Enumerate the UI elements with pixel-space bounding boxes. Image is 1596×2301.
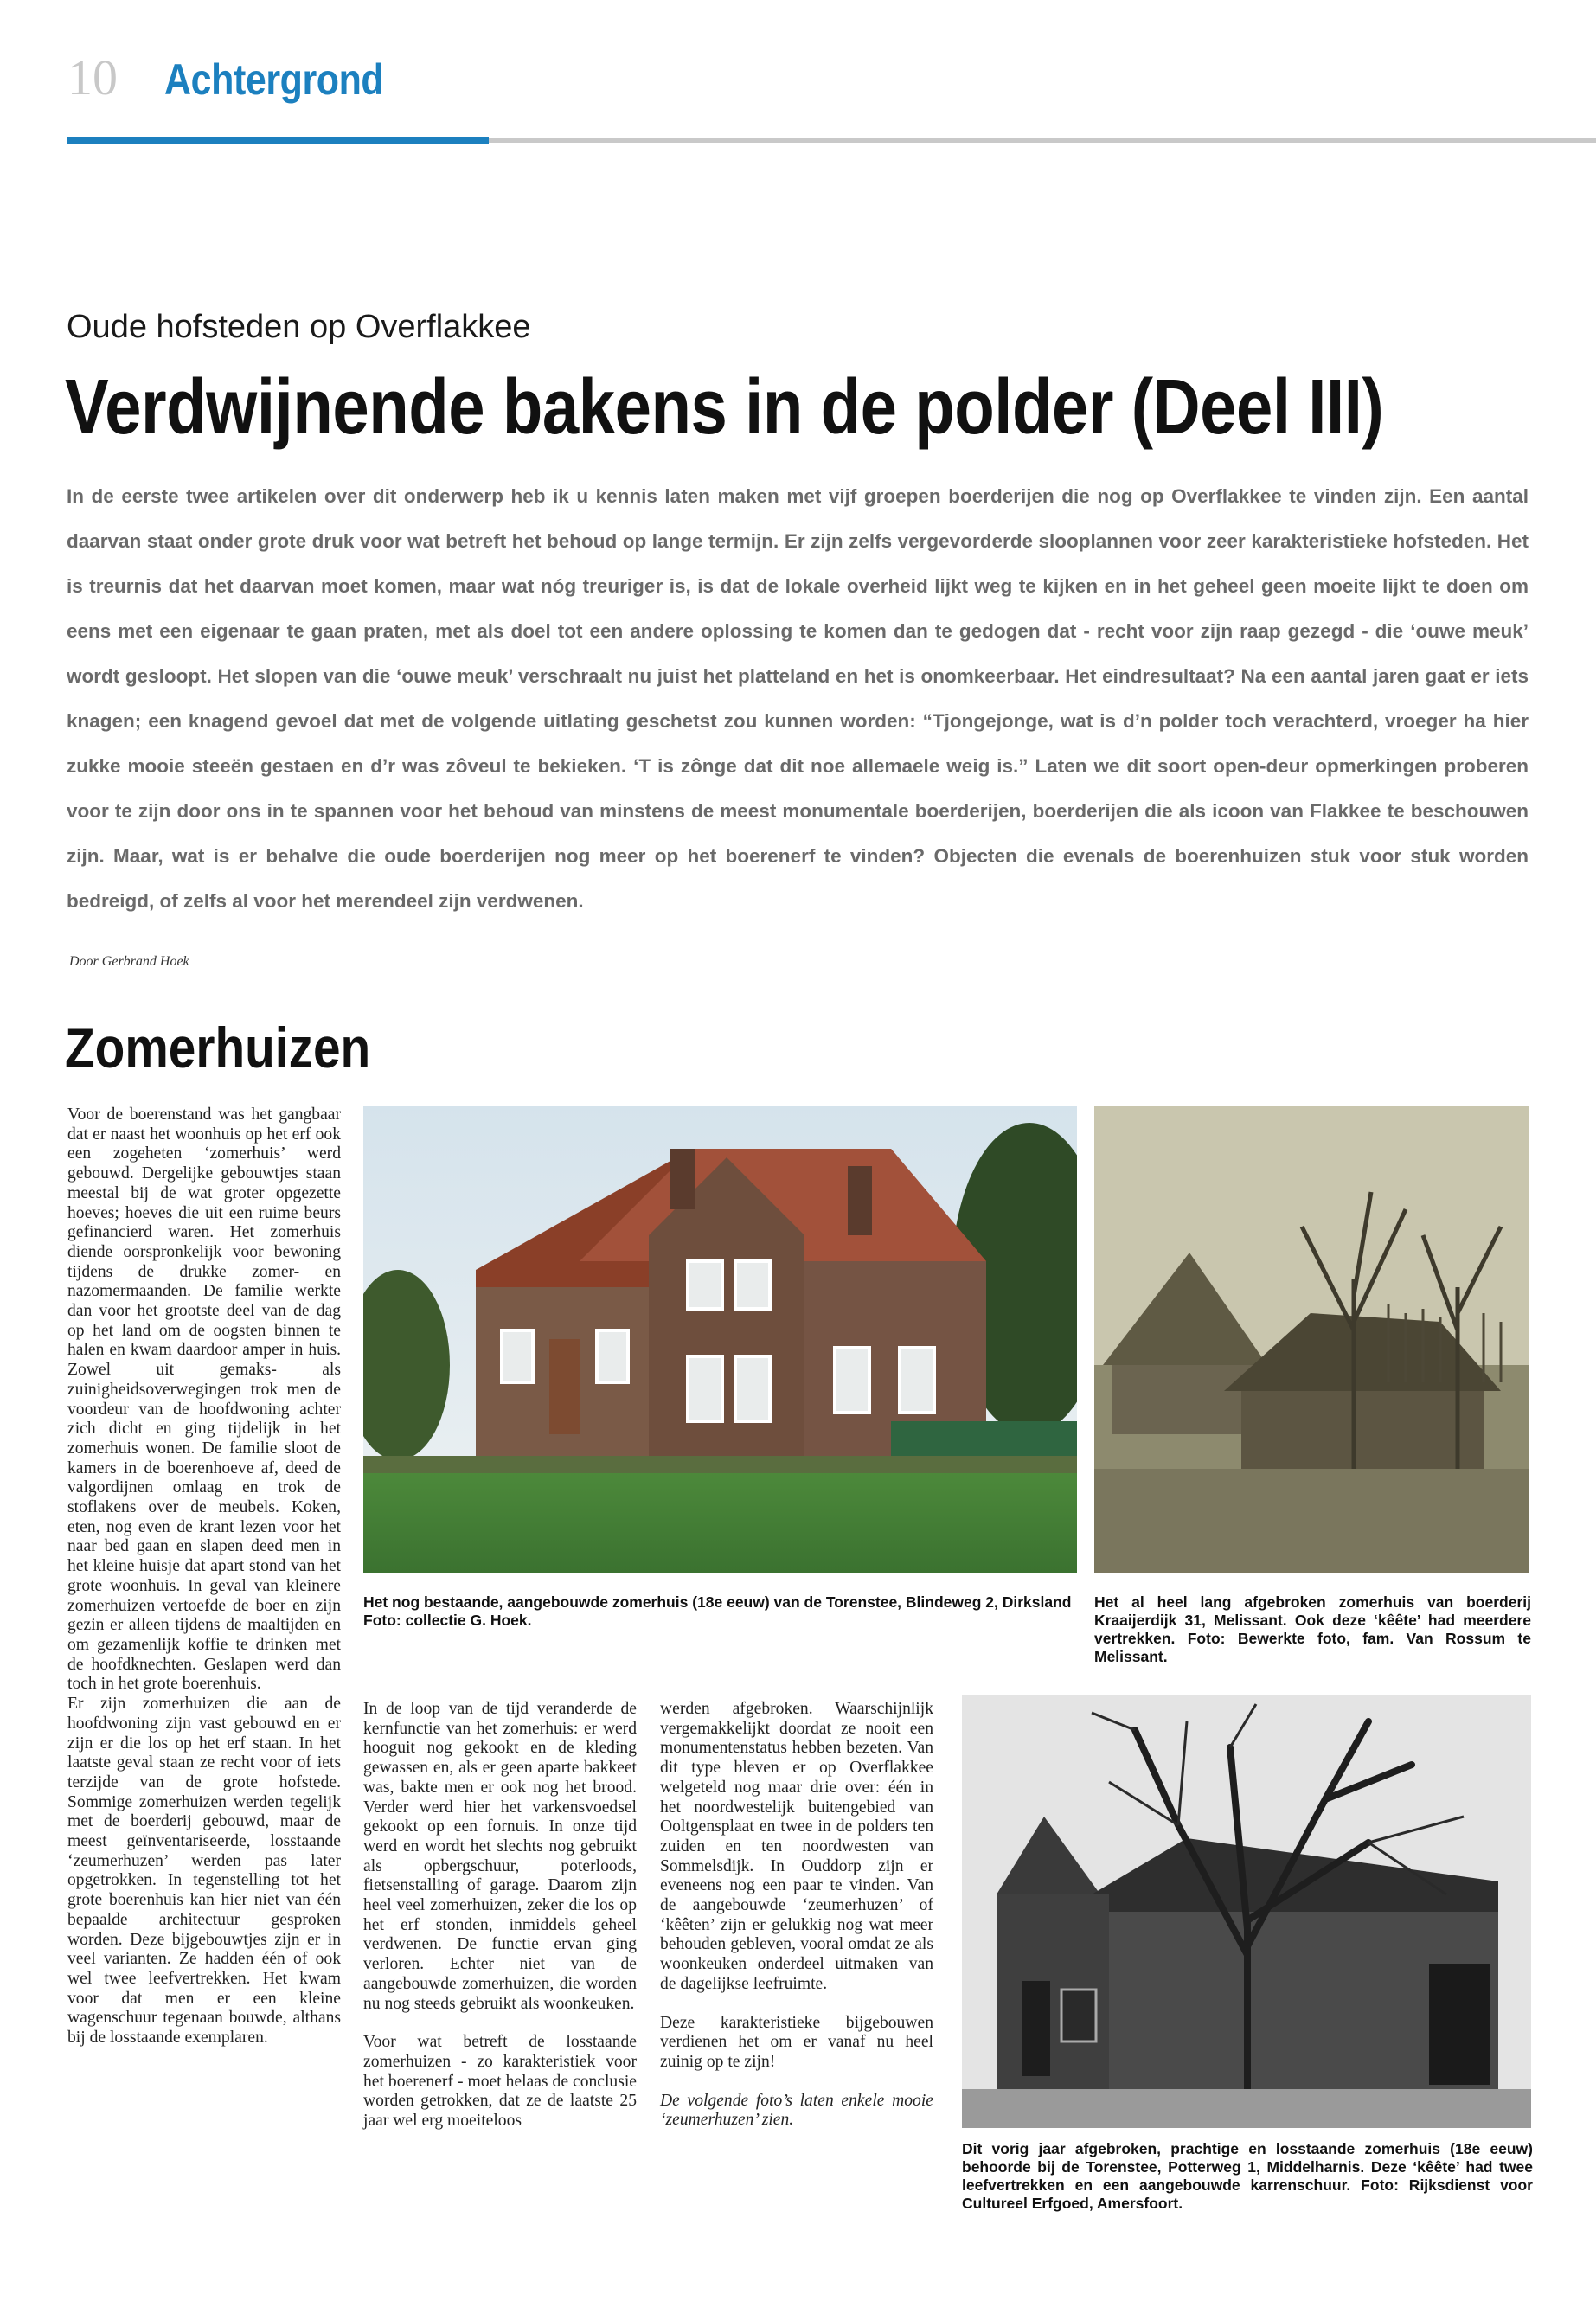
header-rule (489, 138, 1596, 143)
article-kicker: Oude hofsteden op Overflakkee (67, 309, 531, 345)
body-column-2 (363, 1700, 637, 2131)
section-subhead: Zomerhuizen (65, 1016, 371, 1080)
paragraph: Deze karakteristieke bijgebouwen verdienen het om er vanaf nu heel zuinig op te zijn! (660, 2013, 933, 2071)
paragraph: In de loop van de tijd veranderde de kernfunctie van het zomerhuis: er werd hooguit nog gekookt en de kleding gewassen en, als er geen aparte bakkeet was, bakte men er ook nog het brood. Verder werd hier het varkensvoedsel gekookt op een fornuis. In onze tijd werd en wordt het slechts nog gebruikt als opbergschuur, poterloods, fietsenstalling of garage. Daarom zijn heel veel zomerhuizen, zeker die los op het erf stonden, inmiddels geheel verdwenen. De functie ervan ging verloren. Echter niet van de aangebouwde zomerhuizen, die worden nu nog steeds gebruikt als woonkeuken. (363, 1700, 637, 2013)
caption-photo-3: Dit vorig jaar afgebroken, prachtige en losstaande zomerhuis (18e eeuw) behoorde bij de Torenstee, Potterweg 1, Middelharnis. Deze ‘kêête’ had twee leefvertrekken en een aangebouwde karrenschuur. Foto: Rijksdienst voor Cultureel Erfgoed, Amersfoort. (962, 2140, 1533, 2212)
farm-photo-2 (1094, 1106, 1529, 1573)
article-headline: Verdwijnende bakens in de polder (Deel III) (65, 364, 1384, 451)
paragraph: Er zijn zomerhuizen die aan de hoofdwoning zijn vast gebouwd en er zijn er die los op het erf staan. In het laatste geval staan ze recht voor of iets terzijde van de grote hofstede. Sommige zomerhuizen werden tegelijk met de boerderij gebouwd, maar de meest geïnventariseerde, losstaande ‘zeumerhuzen’ werden pas later opgetrokken. In tegenstelling tot het grote boerenhuis kan hier niet van één bepaalde architectuur gesproken worden. Deze bijgebouwtjes zijn er in veel varianten. Ze hadden één of ook wel twee leefvertrekken. Het kwam voor dat men er een kleine wagenschuur tegenaan bouwde, althans bij de losstaande exemplaren. (67, 1695, 341, 2048)
photo-torenstee-dirksland (363, 1106, 1077, 1573)
body-column-1 (67, 1106, 341, 2048)
caption-photo-1: Het nog bestaande, aangebouwde zomerhuis (18e eeuw) van de Torenstee, Blindeweg 2, Dirksland Foto: collectie G. Hoek. (363, 1593, 1072, 1629)
caption-photo-2: Het al heel lang afgebroken zomerhuis van boerderij Kraaijerdijk 31, Melissant. Ook deze ‘kêête’ had meerdere vertrekken. Foto: Bewerkte foto, fam. Van Rossum te Melissant. (1094, 1593, 1531, 1665)
house-photo-1 (363, 1106, 1077, 1573)
header-rule-accent (67, 137, 489, 144)
paragraph: werden afgebroken. Waarschijnlijk vergemakkelijkt doordat ze nooit een monumentenstatus hebben bezeten. Van dit type bleven er op Overflakkee welgeteld nog maar drie over: één in het noordwestelijk buitengebied van Ooltgensplaat en twee in de polders ten zuiden en ten noordwesten van Sommelsdijk. In Ouddorp zijn er eveneens nog een paar te vinden. Van de aangebouwde ‘zeumerhuzen’ of ‘kêêten’ zijn er gelukkig nog wat meer behouden gebleven, vooral omdat ze als woonkeuken onderdeel uitmaken van de dagelijkse leefruimte. (660, 1700, 933, 1993)
body-column-3 (660, 1700, 933, 2131)
photo-kraaijerdijk-melissant (1094, 1106, 1529, 1573)
paragraph-italic: De volgende foto’s laten enkele mooie ‘zeumerhuzen’ zien. (660, 2091, 933, 2130)
paragraph: Voor wat betreft de losstaande zomerhuizen - zo karakteristiek voor het boerenerf - moet helaas de conclusie worden getrokken, dat ze de laatste 25 jaar wel erg moeiteloos (363, 2033, 637, 2131)
page-number: 10 (67, 49, 118, 106)
photo-torenstee-middelharnis (962, 1695, 1531, 2128)
byline: Door Gerbrand Hoek (69, 954, 189, 969)
paragraph: Voor de boerenstand was het gangbaar dat er naast het woonhuis op het erf ook een zogeheten ‘zomerhuis’ werd gebouwd. Dergelijke gebouwtjes staan meestal bij de wat groter opgezette hoeves; hoeves die uit een ruime beurs gefinancierd waren. Het zomerhuis diende oorspronkelijk voor bewoning tijdens de drukke zomer- en nazomermaanden. De familie werkte dan voor het grootste deel van de dag op het land om de oogsten binnen te halen en kwam daardoor amper in huis. Zowel uit gemaks- als zuinigheidsoverwegingen trok men de voordeur van de hoofdwoning achter zich dicht en ging tijdelijk in het zomerhuis wonen. De familie sloot de kamers in de boerenhoeve af, deed de valgordijnen omlaag en trok de stoflakens over de meubels. Koken, eten, nog even de krant lezen voor het naar bed gaan en slapen deed men in het kleine huisje dat apart stond van het grote woonhuis. In geval van kleinere zomerhuizen vertoefde de boer en zijn gezin er alleen tijdens de maaltijden en om gezamenlijk koffie te drinken met de hoofdknechten. Geslapen werd dan toch in het grote boerenhuis. (67, 1106, 341, 1694)
farm-photo-3 (962, 1695, 1531, 2128)
section-title: Achtergrond (164, 55, 384, 104)
article-lead: In de eerste twee artikelen over dit onderwerp heb ik u kennis laten maken met vijf groepen boerderijen die nog op Overflakkee te vinden zijn. Een aantal daarvan staat onder grote druk voor wat betreft het behoud op lange termijn. Er zijn zelfs vergevorderde slooplannen voor zeer karakteristieke hofsteden. Het is treurnis dat het daarvan moet komen, maar wat nóg treuriger is, is dat de lokale overheid lijkt weg te kijken en in het geheel geen moeite lijkt te doen om eens met een eigenaar te gaan praten, met als doel tot een andere oplossing te komen dan te gedogen dat - recht voor zijn raap gezegd - die ‘ouwe meuk’ wordt gesloopt. Het slopen van die ‘ouwe meuk’ verschraalt nu juist het platteland en het is onomkeerbaar. Het eindresultaat? Na een aantal jaren gaat er iets knagen; een knagend gevoel dat met de volgende uitlating geschetst zou kunnen worden: “Tjongejonge, wat is d’n polder toch verachterd, vroeger ha hier zukke mooie steeën gestaen en d’r was zôveul te bekieken. ‘T is zônge dat dit noe allemaele weig is.” Laten we dit soort open-deur opmerkingen proberen voor te zijn door ons in te spannen voor het behoud van minstens de meest monumentale boerderijen, boerderijen die als icoon van Flakkee te beschouwen zijn. Maar, wat is er behalve die oude boerderijen nog meer op het boerenerf te vinden? Objecten die evenals de boerenhuizen stuk voor stuk worden bedreigd, of zelfs al voor het merendeel zijn verdwenen. (67, 485, 1529, 912)
